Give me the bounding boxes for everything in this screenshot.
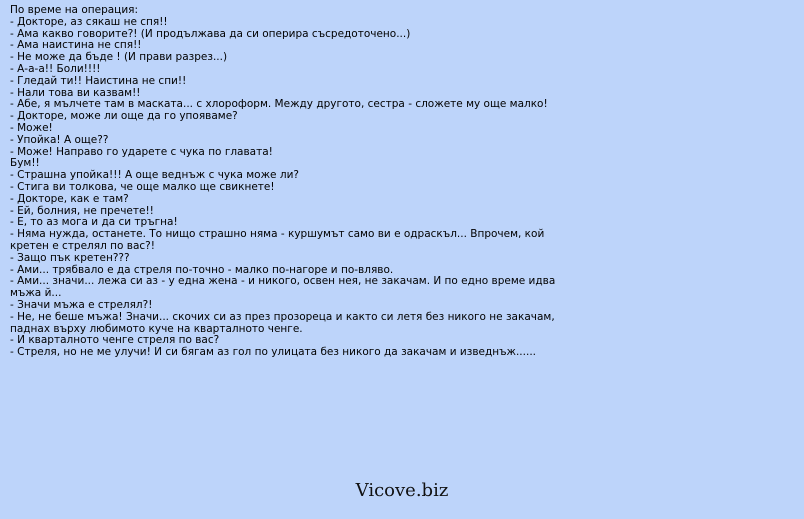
joke-line: - Ама наистина не спя!!	[10, 39, 142, 52]
joke-line: - Няма нужда, останете. То нищо страшно няма - куршумът само ви е одраскъл... Впрочем, кой кретен е стрелял по вас?!	[10, 228, 545, 252]
joke-line: - Абе, я мълчете там в маската... с хлороформ. Между другото, сестра - сложете му още малко!	[10, 98, 548, 111]
joke-line: - Докторе, може ли още да го упояваме?	[10, 110, 238, 123]
joke-text	[10, 5, 570, 359]
joke-line: - Ами... значи... лежа си аз - у една жена - и никого, освен нея, не закачам. И по едно време идва мъжа й...	[10, 275, 556, 300]
joke-line: - Е, то аз мога и да си тръгна!	[10, 216, 178, 229]
joke-line: - Страшна упойка!!! А още веднъж с чука може ли?	[10, 169, 299, 182]
joke-line: - Гледай ти!! Наистина не спи!!	[10, 74, 187, 87]
joke-line: - А-а-а!! Боли!!!!	[10, 62, 101, 75]
joke-line: - Не може да бъде ! (И прави разрез...)	[10, 51, 228, 64]
joke-line: - Ами... трябвало е да стреля по-точно - малко по-нагоре и по-вляво.	[10, 263, 394, 276]
joke-line: - Стига ви толкова, че още малко ще свикнете!	[10, 180, 275, 193]
joke-line: - Ей, болния, не пречете!!	[10, 204, 154, 217]
joke-line: - Може!	[10, 121, 53, 134]
joke-line: По време на операция:	[10, 4, 138, 16]
site-watermark: Vicove.biz	[355, 480, 449, 501]
joke-line: - И кварталното ченге стреля по вас?	[10, 334, 220, 347]
joke-line: - Упойка! А още??	[10, 133, 109, 146]
joke-line: Бум!!	[10, 157, 40, 170]
joke-line: - Ама какво говорите?! (И продължава да си оперира съсредоточено...)	[10, 27, 411, 40]
joke-line: - Докторе, как е там?	[10, 192, 129, 205]
joke-line: - Не, не беше мъжа! Значи... скочих си аз през прозореца и както си летя без никого не закачам, паднах върху любимото куче на кварталното ченге.	[10, 310, 555, 335]
joke-line: - Стреля, но не ме улучи! И си бягам аз гол по улицата без никого да закачам и изведнъж......	[10, 346, 536, 359]
joke-line: - Защо пък кретен???	[10, 251, 130, 264]
joke-line: - Може! Направо го ударете с чука по главата!	[10, 145, 273, 158]
joke-line: - Докторе, аз сякаш не спя!!	[10, 15, 168, 28]
joke-line: - Нали това ви казвам!!	[10, 86, 141, 99]
joke-line: - Значи мъжа е стрелял?!	[10, 298, 153, 311]
